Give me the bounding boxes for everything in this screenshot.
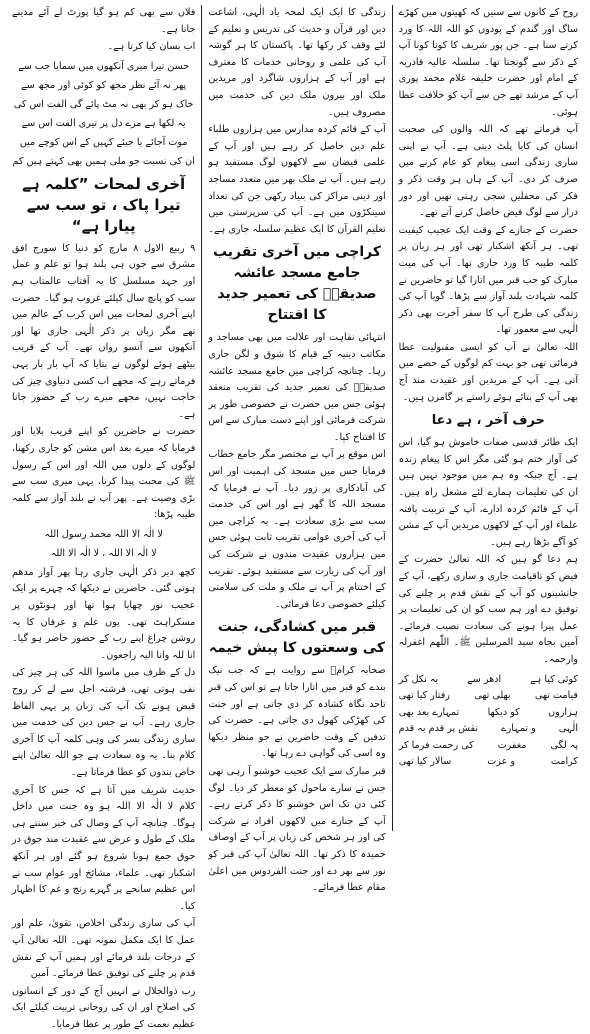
poem-line	[399, 738, 578, 755]
article-paragraph: رب ذوالجلال نے انہیں آج کے دور کے انسانوں کی اصلاح اور ان کی روحانی تربیت کیلئے ایک عظیم نعمت کے طور پر عطا فرمایا۔	[12, 985, 196, 1030]
section-heading: حرف آخر ، ہے دعا	[431, 413, 545, 429]
article-paragraph: حضرت نے حاضرین کو اپنے قریب بلایا اور فرمایا کہ میرے بعد اس مشن کو جاری رکھنا، لوگوں کے دلوں میں اللہ اور اس کے رسول ﷺ کی محبت پیدا کرنا، یہی میری سب سے بڑی وصیت ہے۔ پھر آپ نے بلند آواز سے کلمہ طیبہ پڑھا:	[12, 426, 196, 521]
article-paragraph: قبر مبارک سے ایک عجیب خوشبو آ رہی تھی جس نے سارے ماحول کو معطر کر دیا۔ لوگ کئی دن تک اس خوشبو کا ذکر کرتے رہے۔ آپ کے جنازے میں لاکھوں افراد نے شرکت کی اور ہر شخص کی زبان پر آپ کے اوصاف حمیدہ کا ذکر تھا۔ اللہ تعالیٰ آپ کی قبر کو نور سے بھر دے اور جنت الفردوس میں اعلیٰ مقام عطا فرمائے۔	[208, 765, 386, 894]
article-paragraph: روح کے کانوں سے سنیں کہ کھیتوں میں کھڑے ساگ اور گندم کے پودوں کو اللہ اللہ کا ورد کرتے سنا ہے۔ جن پور شریف کا کونا کونا آپ کے ذکر سے گونجتا تھا۔ سلسلہ عالیہ قادریہ کے امام اور حضرت خلیفہ غلام محمد پوری آپ کے مرشد تھے جن سے آپ کو خلافت عطا ہوئی۔	[398, 7, 578, 118]
column-divider	[201, 5, 202, 831]
poem-line	[399, 705, 578, 722]
article-paragraph: اس موقع پر آپ نے مختصر مگر جامع خطاب فرمایا جس میں مسجد کی اہمیت اور اس کی آبادکاری پر زور دیا۔ آپ نے فرمایا کہ مسجد اللہ کا گھر ہے اور اس کی خدمت سب سے بڑی سعادت ہے۔ یہ کراچی میں آپ کی آخری عوامی تقریب ثابت ہوئی جس میں ہزاروں عقیدت مندوں نے شرکت کی اور آپ کی زیارت سے مستفید ہوئے۔ تقریب کے اختتام پر آپ نے ملک و ملت کی سلامتی کیلئے خصوصی دعا فرمائی۔	[208, 449, 386, 610]
article-paragraph: حضرت کے جنازے کے وقت ایک عجیب کیفیت تھی۔ ہر آنکھ اشکبار تھی اور ہر زبان پر کلمہ طیبہ کا ورد جاری تھا۔ آپ کی میت مبارک کو جب قبر میں اتارا گیا تو حاضرین نے کلمہ شہادت بلند آواز سے پڑھا۔ گویا آپ کی زندگی کی طرح آپ کا سفر آخرت بھی ذکر الٰہی سے معمور تھا۔	[398, 224, 578, 336]
verse-line: موت آجائے یا جیئے کہیں کے اس کوچے میں	[19, 136, 188, 148]
column-divider	[392, 5, 393, 831]
left-column	[393, 5, 584, 831]
section-heading: آخری لمحات ”کلمہ ہے تیرا پاک ، تو سب سے پیارا ہے“	[22, 174, 186, 235]
article-paragraph: اللہ تعالیٰ نے آپ کو ایسی مقبولیت عطا فرمائی تھی جو بہت کم لوگوں کے حصے میں آتی ہے۔ آپ کے مریدین اور عقیدت مند آج بھی آپ کے بتائے ہوئے راستے پر گامزن ہیں۔	[398, 341, 578, 403]
article-paragraph: دل کے ظرف میں ماسوا اللہ کی ہر چیز کی نفی ہوتی تھی، فرشتہ اجل سے لے کر روح قبض ہونے تک آپ کی زبان پر یہی الفاظ جاری رہے۔ آپ نے جس دین کی خدمت میں ساری زندگی بسر کی وہی کلمہ آپ کا آخری کلام بنا۔ یہ وہ سعادت ہے جو اللہ تعالیٰ اپنے خاص بندوں کو عطا فرماتا ہے۔	[12, 667, 196, 778]
poem-word: رفتار کیا تھی	[398, 690, 450, 702]
verse-line: خاک ہو کر بھی نہ مٹ پائے گی الفت اس کی	[13, 98, 194, 110]
poem-block	[399, 672, 578, 771]
poem-word: نقش پر قدم بہ قدم	[398, 723, 479, 735]
verse-block	[12, 59, 195, 170]
article-paragraph: آپ کی ساری زندگی اخلاص، تقویٰ، علم اور عمل کا ایک مکمل نمونہ تھی۔ اللہ تعالیٰ آپ کے درجات بلند فرمائے اور ہمیں آپ کے نقش قدم پر چلنے کی توفیق عطا فرمائے۔ آمین	[12, 918, 196, 980]
poem-word: الٰہی	[558, 723, 578, 735]
poem-word: پہ لگی	[550, 739, 578, 751]
poem-word: سالار کیا تھی	[398, 756, 452, 768]
article-paragraph: آپ فرماتے تھے کہ اللہ والوں کی صحبت انسان کی کایا پلٹ دیتی ہے۔ آپ نے اپنی ساری زندگی اسی پیغام کو عام کرنے میں صرف کر دی۔ آپ کے ہاں ہر وقت ذکر و فکر کی محفلیں سجی رہتی تھیں اور دور دراز سے لوگ فیض حاصل کرنے آتے تھے۔	[398, 124, 578, 219]
kalima-line: لا الٰہ الا اللہ محمد رسول اللہ	[44, 528, 163, 540]
poem-word: مغفرت	[497, 739, 527, 751]
poem-word: کو دیکھا	[487, 706, 520, 718]
article-paragraph: حدیث شریف میں آتا ہے کہ جس کا آخری کلام لا الٰہ الا اللہ ہو وہ جنت میں داخل ہوگا۔ چنانچہ آپ کے وصال کی خبر سنتے ہی ملک کے طول و عرض سے عقیدت مند جوق در جوق جمع ہونا شروع ہو گئے اور ہر آنکھ اشکبار تھی۔ علماء، مشائخ اور عوام سب نے اس عظیم سانحے پر گہرے رنج و غم کا اظہار کیا۔	[12, 784, 196, 912]
poem-line	[399, 721, 578, 738]
poem-word: تمہارے بعد بھی	[398, 706, 460, 718]
article-paragraph: کچھ دیر ذکر الٰہی جاری رہا پھر آواز مدھم ہوتی گئی۔ حاضرین نے دیکھا کہ چہرے پر ایک عجیب نور چھایا ہوا تھا اور ہونٹوں پر مسکراہٹ تھی۔ یوں علم و عرفان کا یہ روشن چراغ اپنے رب کے حضور حاضر ہو گیا۔ انا للہ وانا الیہ راجعون۔	[12, 566, 196, 661]
intro-line: فلاں سے بھی کم ہو گیا پورٹ لے آئے مدینے جاتا ہے۔	[12, 7, 196, 35]
section-heading: قبر میں کشادگی، جنت کی وسعتوں کا پیش خیمہ	[208, 619, 386, 657]
verse-line: حسن تیرا میری آنکھوں میں سمایا جب سے	[18, 60, 190, 72]
poem-word: ادھر سے	[467, 673, 502, 685]
poem-word: قیامت تھی	[534, 690, 578, 702]
article-paragraph: زندگی کا ایک ایک لمحہ یاد الٰہی، اشاعت دین اور قرآن و حدیث کی تدریس و تعلیم کے لئے وقف کر رکھا تھا۔ پاکستان کا ہر گوشہ آپ کی علمی و روحانی خدمات کا معترف ہے اور آپ کے ہزاروں شاگرد اور مریدین ملک اور بیرون ملک دین کی خدمت میں مصروف ہیں۔	[208, 7, 386, 118]
poem-word: کرامت	[550, 756, 578, 768]
right-column	[6, 5, 201, 1030]
poem-line	[399, 754, 578, 771]
kalima-line: لا الٰہ الا اللہ ، لا الٰہ الا اللہ	[50, 547, 157, 559]
poem-word: بھلی تھی	[474, 690, 511, 702]
article-paragraph: ہم دعا گو ہیں کہ اللہ تعالیٰ حضرت کے فیض کو تاقیامت جاری و ساری رکھے، آپ کے جانشینوں کو آپ کے نقش قدم پر چلنے کی توفیق دے اور ہم سب کو ان کی تعلیمات پر عمل پیرا ہونے کی سعادت نصیب فرمائے۔ آمین بجاہ سید المرسلین ﷺ۔ اللّٰھم اغفرلہ وارحمہ۔	[398, 554, 578, 665]
poem-word: ہزاروں	[548, 706, 578, 718]
poem-line	[399, 672, 578, 689]
poem-word: کوئی کیا ہے	[530, 673, 578, 685]
verse-line: پھر نہ آئے نظر مجھ کو کوئی اور مجھ سے	[21, 79, 187, 91]
article-paragraph: آپ کے قائم کردہ مدارس میں ہزاروں طلباء علم دین حاصل کر رہے ہیں اور آپ کے علمی فیضان سے لاکھوں لوگ مستفید ہو رہے ہیں۔ آپ نے ملک بھر میں متعدد مساجد اور دینی مراکز کی بنیاد رکھی جن کی تعداد سینکڑوں میں ہے۔ آپ کی سرپرستی میں تعلیم القرآن کا ایک عظیم سلسلہ جاری ہے۔	[208, 124, 386, 235]
article-paragraph: صحابہ کرامؓ سے روایت ہے کہ جب نیک بندے کو قبر میں اتارا جاتا ہے تو اس کی قبر تاحد نگاہ کشادہ کر دی جاتی ہے اور جنت کی کھڑکی کھول دی جاتی ہے۔ حضرت کی تدفین کے وقت حاضرین نے جو منظر دیکھا وہ اسی کی گواہی دے رہا تھا۔	[208, 665, 386, 760]
section-heading: کراچی میں آخری تقریب جامع مسجد عائشہ صدیقہؓ کی تعمیر جدید کا افتتاح	[212, 244, 382, 324]
article-paragraph: انتہائی نقاہت اور علالت میں بھی مساجد و مکاتب دینیہ کے قیام کا شوق و لگن جاری رہا۔ چنانچہ کراچی میں جامع مسجد عائشہ صدیقہؓ کی تعمیر جدید کی تقریب منعقد ہوئی جس میں حضرت نے خصوصی طور پر شرکت فرمائی اور اپنے دست مبارک سے اس کا افتتاح کیا۔	[208, 332, 386, 443]
poem-word: کی رحمت فرما کر	[398, 739, 474, 751]
poem-word: و عزت	[487, 756, 515, 768]
middle-column	[202, 5, 391, 894]
verse-line: یہ لکھا ہے مرے دل پر تیری الفت اس سے	[21, 117, 186, 129]
poem-line	[399, 688, 578, 705]
intro-line: اب بسان کیا کرتا ہے۔	[107, 41, 196, 53]
verse-line: ان کی نسبت جو ملی ہمیں بھی کہتے ہیں کم	[12, 155, 195, 167]
poem-word: و تمہارے	[501, 723, 536, 735]
article-paragraph: ۹ ربیع الاول ۸ مارچ کو دنیا کا سورج افق مشرق سے جوں ہی بلند ہوا تو علم و عمل اور جہد مسلسل کا یہ آفتاب عالمتاب ہم سب کو پانچ سال کیلئے غروب ہو گیا۔ حضرت اپنے آخری لمحات میں اس کرب کے عالم میں تھے مگر زبان پر ذکر الٰہی جاری تھا اور آنکھوں سے آنسو رواں تھے۔ آپ کے قریب بیٹھے ہوئے لوگوں نے بتایا کہ آپ بار بار یہی فرماتے رہے کہ مجھے اب کسی دنیاوی چیز کی حاجت نہیں، مجھے میرے رب کے حضور جانا ہے۔	[12, 242, 196, 420]
article-paragraph: ایک طائر قدسی صفات خاموش ہو گیا، اس کی آواز ختم ہو گئی مگر اس کا پیغام زندہ ہے۔ آج جبکہ وہ ہم میں موجود نہیں ہیں ان کی تعلیمات ہمارے لئے مشعل راہ ہیں۔ آپ کے قائم کردہ ادارے، آپ کے تربیت یافتہ علماء اور آپ کے لاکھوں مریدین آپ کے مشن کو آگے بڑھا رہے ہیں۔	[398, 437, 578, 548]
poem-word: یہ نکل کر	[398, 673, 439, 685]
